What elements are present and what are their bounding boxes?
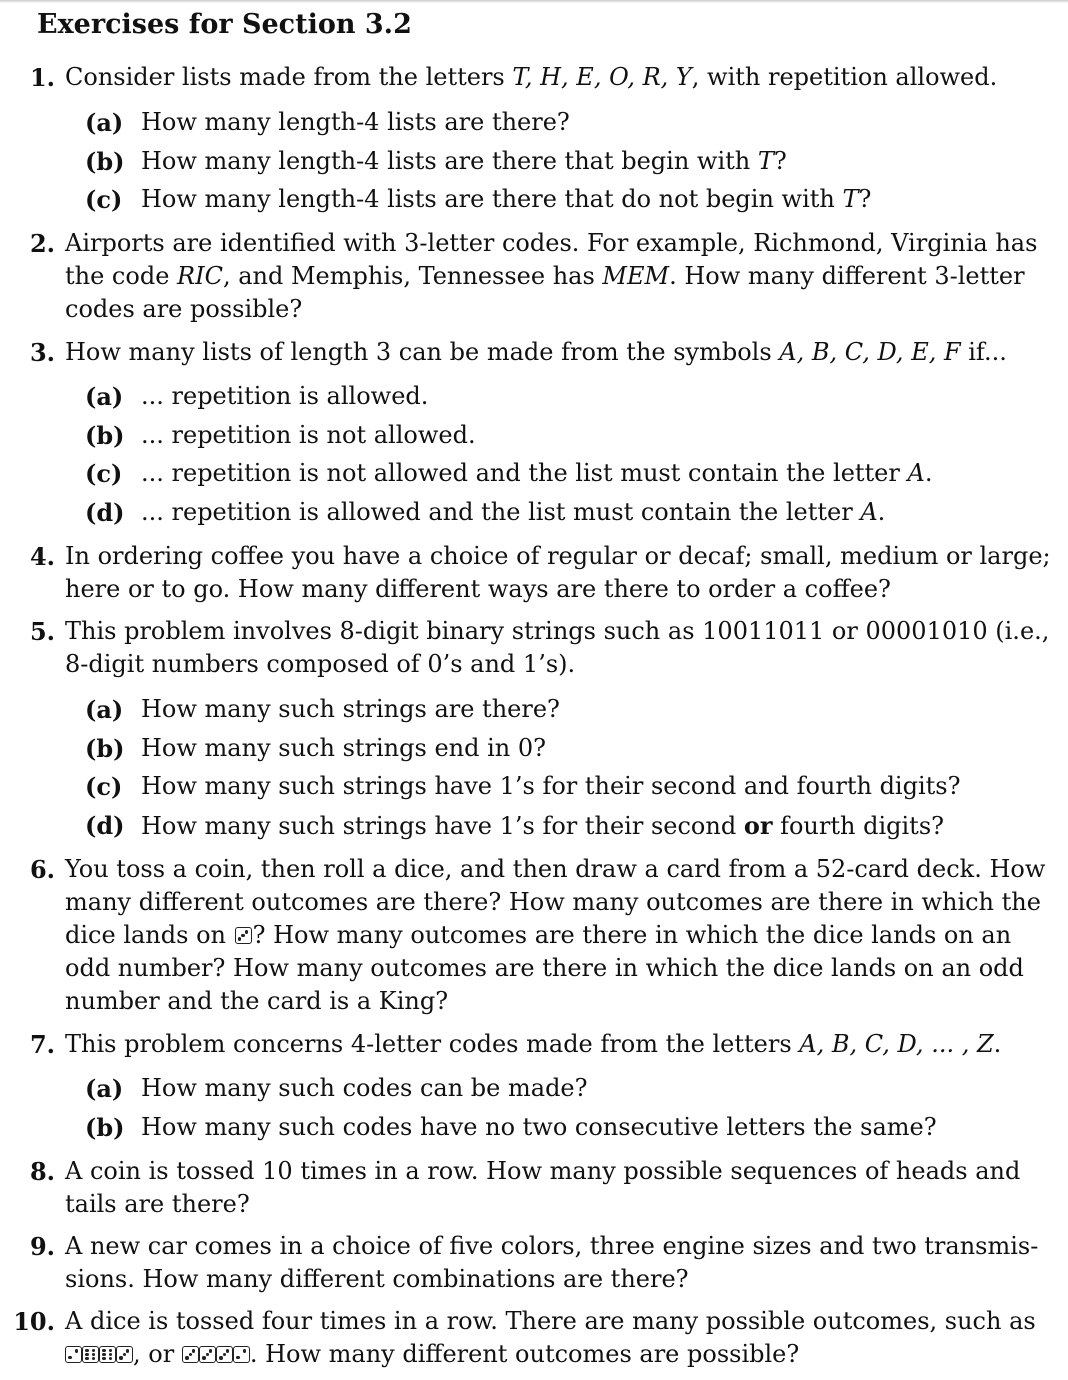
- problem-number: 5.: [29, 617, 55, 646]
- die-pip: [68, 1356, 71, 1359]
- die-pip: [189, 1353, 192, 1356]
- part-text: How many such codes have no two consecutive letters the same?: [141, 1112, 937, 1141]
- die-pip: [185, 1356, 188, 1359]
- stem-line: odd number? How many outcomes are there in which the dice lands on an odd: [65, 954, 1024, 982]
- part-item: [85, 145, 1055, 184]
- dice-face-icon: [82, 1346, 99, 1363]
- die-pip: [85, 1353, 88, 1356]
- part-text: ... repetition is allowed.: [141, 382, 429, 410]
- die-pip: [109, 1353, 112, 1356]
- stem-line: Airports are identified with 3-letter codes. For example, Richmond, Virginia has: [65, 229, 1038, 257]
- die-pip: [92, 1353, 95, 1356]
- dice-face-icon: [216, 1346, 233, 1363]
- problem-number: 7.: [29, 1030, 55, 1059]
- problem-number: 4.: [29, 542, 55, 571]
- problem-1-parts: [85, 106, 1055, 222]
- part-item: [85, 1072, 1055, 1111]
- part-item: [85, 183, 1055, 222]
- part-label: (b): [85, 420, 125, 450]
- die-pip: [236, 1356, 239, 1359]
- dice-face-icon: [182, 1346, 199, 1363]
- part-text: How many such strings have 1’s for their second or fourth digits?: [141, 811, 944, 841]
- stem-line: This problem involves 8-digit binary strings such as 10011011 or 00001010 (i.e.,: [65, 617, 1050, 645]
- die-pip: [202, 1356, 205, 1359]
- problem-number: 10.: [13, 1307, 55, 1336]
- stem-line: number and the card is a King?: [65, 987, 449, 1015]
- die-pip: [102, 1357, 105, 1360]
- stem-line: How many lists of length 3 can be made from the symbols A, B, C, D, E, F if...: [65, 338, 1007, 366]
- stem-line: the code RIC, and Memphis, Tennessee has MEM. How many different 3-letter: [65, 262, 1025, 290]
- problem-number: 1.: [29, 63, 55, 92]
- problem-number: 2.: [29, 229, 55, 258]
- problem-stem: [65, 615, 1050, 681]
- dice-face-icon: [233, 1346, 250, 1363]
- stem-line: [65, 919, 1030, 952]
- part-label: (a): [85, 1074, 124, 1103]
- part-label: (d): [85, 811, 125, 841]
- die-pip: [75, 1349, 78, 1352]
- part-text: ... repetition is not allowed.: [141, 420, 476, 449]
- die-pip: [102, 1353, 105, 1356]
- part-item: [85, 809, 1055, 848]
- part-text: How many such strings are there?: [141, 695, 560, 723]
- problem-stem: [65, 1028, 1030, 1061]
- dice-sequence-1: [65, 1340, 133, 1368]
- dice-face-icon: [99, 1346, 116, 1363]
- die-pip: [85, 1357, 88, 1360]
- part-text: ... repetition is not allowed and the list must contain the letter A.: [141, 459, 933, 488]
- die-pip: [92, 1357, 95, 1360]
- problem-stem: [65, 61, 1030, 94]
- part-label: (b): [85, 146, 125, 176]
- die-pip: [102, 1349, 105, 1352]
- stem-line: tails are there?: [65, 1190, 250, 1218]
- part-item: [85, 732, 1055, 771]
- stem-line: sions. How many different combinations are there?: [65, 1265, 689, 1293]
- part-item: [85, 496, 1055, 535]
- problem-7-parts: [85, 1072, 1055, 1149]
- problem-stem: [65, 540, 1051, 606]
- die-pip: [192, 1349, 195, 1352]
- stem-line: A dice is tossed four times in a row. There are many possible outcomes, such as: [65, 1307, 1036, 1335]
- stem-line: codes are possible?: [65, 295, 303, 323]
- section-title: Exercises for Section 3.2: [37, 9, 412, 40]
- problem-number: 9.: [29, 1232, 55, 1261]
- part-text: ... repetition is allowed and the list must contain the letter A.: [141, 498, 886, 527]
- dice-face-icon: [235, 927, 252, 944]
- part-label: (a): [85, 108, 124, 137]
- problem-stem: [65, 336, 1030, 369]
- dice-sequence-2: [182, 1340, 250, 1368]
- dice-face-icon: [65, 1346, 82, 1363]
- part-label: (b): [85, 1112, 125, 1142]
- part-text: How many length-4 lists are there that do not begin with T?: [141, 185, 872, 214]
- die-pip: [238, 937, 241, 940]
- die-pip: [109, 1357, 112, 1360]
- stem-line: here or to go. How many different ways are there to order a coffee?: [65, 575, 891, 603]
- part-label: (c): [85, 772, 123, 802]
- die-pip: [109, 1349, 112, 1352]
- stem-line: In ordering coffee you have a choice of regular or decaf; small, medium or large;: [65, 542, 1051, 570]
- part-text: How many length-4 lists are there?: [141, 108, 570, 136]
- problem-3-parts: [85, 380, 1055, 535]
- stem-line: Consider lists made from the letters T, H, E, O, R, Y, with repetition allowed.: [65, 63, 998, 91]
- part-label: (a): [85, 695, 124, 724]
- part-text: How many such strings have 1’s for their second and fourth digits?: [141, 772, 961, 801]
- stem-line: This problem concerns 4-letter codes made from the letters A, B, C, D, ... , Z.: [65, 1030, 1002, 1058]
- problem-5-parts: [85, 693, 1055, 848]
- part-label: (d): [85, 498, 125, 528]
- part-label: (b): [85, 733, 125, 763]
- problem-number: 3.: [29, 338, 55, 367]
- stem-line: A coin is tossed 10 times in a row. How many possible sequences of heads and: [65, 1157, 1021, 1185]
- die-pip: [226, 1349, 229, 1352]
- stem-line: many different outcomes are there? How many outcomes are there in which the: [65, 888, 1041, 916]
- part-label: (c): [85, 185, 123, 215]
- part-text: How many such strings end in 0?: [141, 733, 546, 762]
- stem-line: A new car comes in a choice of five colors, three engine sizes and two transmis-: [65, 1232, 1039, 1260]
- die-pip: [209, 1349, 212, 1352]
- part-item: [85, 106, 1055, 145]
- problem-stem: [65, 1305, 1036, 1371]
- part-label: (a): [85, 382, 124, 411]
- die-pip: [223, 1353, 226, 1356]
- die-pip: [245, 930, 248, 933]
- stem-fragment: , or: [133, 1340, 175, 1368]
- die-pip: [126, 1349, 129, 1352]
- die-pip: [206, 1353, 209, 1356]
- part-item: [85, 457, 1055, 496]
- stem-line: 8-digit numbers composed of 0’s and 1’s).: [65, 650, 576, 678]
- problem-stem: [65, 1155, 1030, 1221]
- stem-line: You toss a coin, then roll a dice, and then draw a card from a 52-card deck. How: [65, 855, 1046, 883]
- dice-face-icon: [199, 1346, 216, 1363]
- part-item: [85, 419, 1055, 458]
- die-pip: [241, 934, 244, 937]
- die-pip: [85, 1349, 88, 1352]
- part-text: How many length-4 lists are there that begin with T?: [141, 146, 787, 175]
- die-pip: [219, 1356, 222, 1359]
- part-text: How many such codes can be made?: [141, 1074, 588, 1102]
- die-pip: [243, 1349, 246, 1352]
- problem-stem: [65, 1230, 1039, 1296]
- stem-line: [65, 1338, 1030, 1371]
- die-pip: [92, 1349, 95, 1352]
- part-item: [85, 380, 1055, 419]
- page-top-edge: [0, 0, 1068, 3]
- problem-stem: [65, 853, 1046, 1018]
- problem-number: 8.: [29, 1157, 55, 1186]
- stem-fragment: . How many different outcomes are possible?: [249, 1340, 800, 1368]
- part-item: [85, 770, 1055, 809]
- die-pip: [123, 1353, 126, 1356]
- part-label: (c): [85, 459, 123, 489]
- part-item: [85, 1111, 1055, 1150]
- stem-fragment: dice lands on: [65, 921, 226, 949]
- problem-number: 6.: [29, 855, 55, 884]
- die-pip: [119, 1356, 122, 1359]
- dice-face-icon: [116, 1346, 133, 1363]
- part-item: [85, 693, 1055, 732]
- problem-stem: [65, 227, 1038, 326]
- stem-fragment: ? How many outcomes are there in which the dice lands on an: [252, 921, 1012, 949]
